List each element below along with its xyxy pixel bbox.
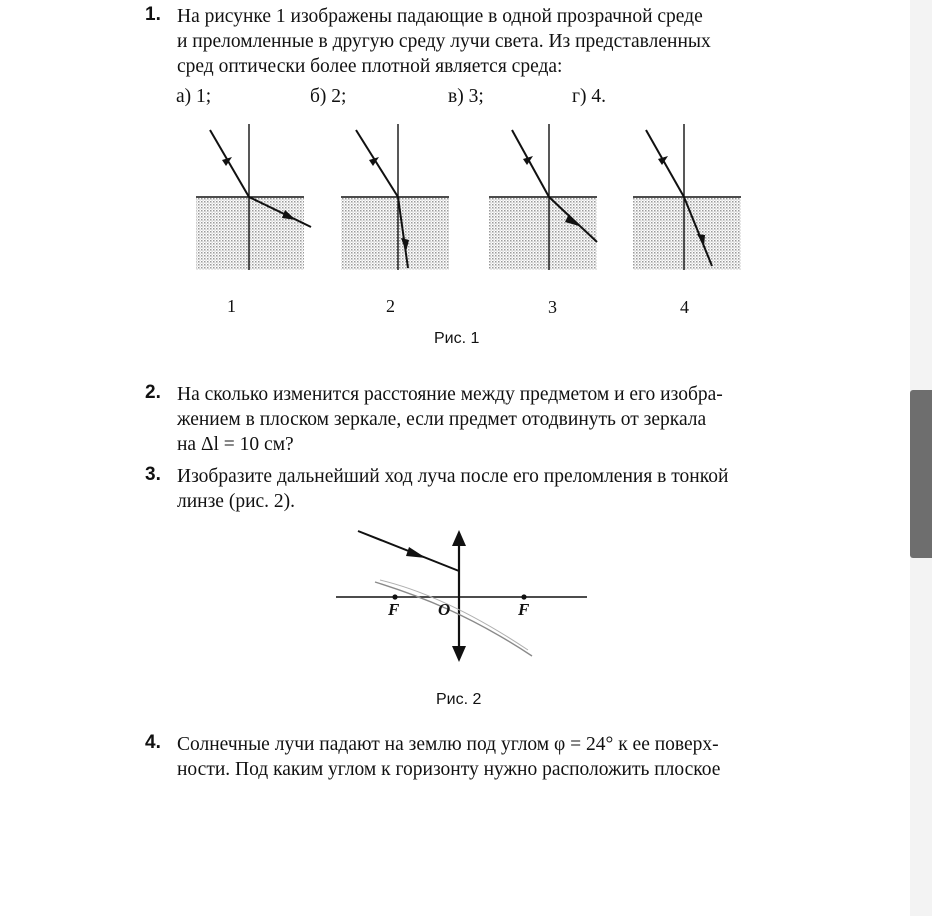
focus-label-left: F xyxy=(388,600,400,619)
lens-arrow-bottom xyxy=(452,646,466,662)
problem-number: 1. xyxy=(145,4,161,25)
problem-line: На рисунке 1 изображены падающие в одной прозрачной среде xyxy=(177,6,703,27)
figure-caption: Рис. 1 xyxy=(434,330,480,347)
answer-option: а) 1; xyxy=(176,86,212,107)
center-label: O xyxy=(438,600,451,619)
answer-option: б) 2; xyxy=(310,86,347,107)
problem-4 xyxy=(145,732,785,782)
focus-label-right: F xyxy=(518,600,530,619)
problem-2 xyxy=(145,382,785,457)
scrollbar-thumb[interactable] xyxy=(910,390,932,558)
problem-3 xyxy=(145,464,785,514)
problem-line: на Δl = 10 см? xyxy=(177,434,294,455)
medium-region xyxy=(489,198,597,270)
lens-arrow-top xyxy=(452,530,466,546)
medium-region xyxy=(196,198,304,270)
problem-line: ности. Под каким углом к горизонту нужно расположить плоское xyxy=(177,759,721,780)
problem-line: и преломленные в другую среду лучи света. Из представленных xyxy=(177,31,711,52)
ray-arrow xyxy=(406,547,426,558)
problem-number: 2. xyxy=(145,382,161,403)
focus-point-right xyxy=(521,594,526,599)
problem-line: сред оптически более плотной является среда: xyxy=(177,56,563,77)
ray-arrow xyxy=(658,156,668,165)
figure-label: 1 xyxy=(227,296,236,316)
incident-ray xyxy=(512,130,549,197)
answer-option: г) 4. xyxy=(572,86,606,107)
answer-option: в) 3; xyxy=(448,86,484,107)
problem-number: 4. xyxy=(145,732,161,753)
refraction-diagram-3 xyxy=(489,124,597,270)
focus-point-left xyxy=(392,594,397,599)
figure-label: 2 xyxy=(386,296,395,316)
refraction-diagram-4 xyxy=(633,124,741,270)
problem-line: Изобразите дальнейший ход луча после его преломления в тонкой xyxy=(177,466,729,487)
refraction-diagram-2 xyxy=(341,124,449,270)
figure-caption: Рис. 2 xyxy=(436,691,482,708)
problem-line: Солнечные лучи падают на землю под углом φ = 24° к ее поверх- xyxy=(177,734,719,755)
problem-number: 3. xyxy=(145,464,161,485)
figure-label: 4 xyxy=(680,297,689,317)
incident-ray xyxy=(646,130,684,197)
incident-ray xyxy=(356,130,398,197)
incident-ray xyxy=(210,130,249,197)
medium-region xyxy=(633,198,741,270)
problem-line: жением в плоском зеркале, если предмет отодвинуть от зеркала xyxy=(177,409,707,430)
problem-line: На сколько изменится расстояние между предметом и его изобра- xyxy=(177,384,723,405)
problem-line: линзе (рис. 2). xyxy=(177,491,296,512)
figure-label: 3 xyxy=(548,297,557,317)
refraction-diagram-1 xyxy=(196,124,311,270)
medium-region xyxy=(341,198,449,270)
figure-2-lens-diagram xyxy=(336,530,587,662)
